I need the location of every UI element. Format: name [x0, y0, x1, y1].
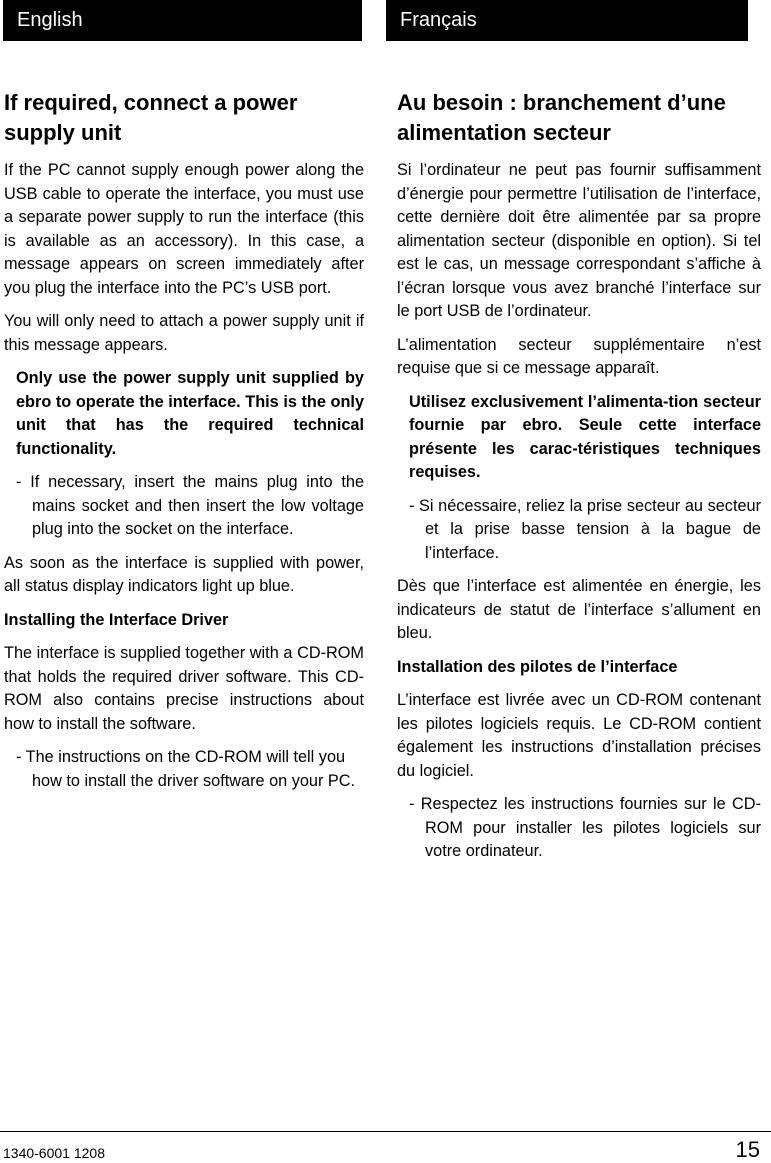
english-column — [4, 88, 364, 803]
language-tab-french: Français — [386, 0, 748, 41]
instruction-step: - The instructions on the CD-ROM will tell you how to install the driver software on your PC. — [16, 748, 356, 790]
paragraph: The interface is supplied together with a CD-ROM that holds the required driver software. This CD-ROM also contains precise instructions about how to install the software. — [4, 644, 364, 733]
instruction-step: - If necessary, insert the mains plug into the mains socket and then insert the low voltage plug into the socket on the interface. — [16, 473, 364, 538]
footer-divider — [0, 1131, 771, 1132]
page-number: 15 — [735, 1137, 760, 1162]
paragraph: Dès que l’interface est alimentée en énergie, les indicateurs de statut de l’interface s’allument en bleu. — [397, 577, 761, 642]
section-heading: Au besoin : branchement d’une alimentation secteur — [397, 90, 726, 145]
warning-note: Only use the power supply unit supplied by ebro to operate the interface. This is the only unit that has the required technical functionality. — [16, 369, 364, 458]
instruction-step: - Respectez les instructions fournies sur le CD-ROM pour installer les pilotes logiciels sur votre ordinateur. — [409, 795, 761, 860]
section-heading: If required, connect a power supply unit — [4, 90, 298, 145]
paragraph: If the PC cannot supply enough power along the USB cable to operate the interface, you must use a separate power supply to run the interface (this is available as an accessory). In this case, a message appears on screen immediately after you plug the interface into the PC’s USB port. — [4, 161, 364, 297]
paragraph: As soon as the interface is supplied with power, all status display indicators light up blue. — [4, 553, 364, 595]
warning-note: Utilisez exclusivement l’alimenta-tion secteur fournie par ebro. Seule cette interface présente les carac-téristiques techniques requises. — [409, 392, 761, 481]
french-column — [397, 88, 761, 874]
instruction-step: - Si nécessaire, reliez la prise secteur au secteur et la prise basse tension à la bague de l’interface. — [409, 496, 761, 562]
paragraph: Si l’ordinateur ne peut pas fournir suffisamment d’énergie pour permettre l’utilisation de l’interface, cette dernière doit être alimentée par sa propre alimentation secteur (disponible en option). Si tel est le cas, un message correspondant s’affiche à l’écran lorsque vous avez branché l’interface sur le port USB de l’ordinateur. — [397, 161, 761, 320]
paragraph: L’interface est livrée avec un CD-ROM contenant les pilotes logiciels requis. Le CD-ROM contient également les instructions d’installation précises du logiciel. — [397, 691, 761, 780]
paragraph: You will only need to attach a power supply unit if this message appears. — [4, 312, 364, 354]
paragraph: L’alimentation secteur supplémentaire n’est requise que si ce message apparaît. — [397, 335, 761, 377]
subsection-heading: Installation des pilotes de l’interface — [397, 657, 678, 676]
subsection-heading: Installing the Interface Driver — [4, 610, 229, 629]
language-tab-english: English — [3, 0, 362, 41]
document-code: 1340-6001 1208 — [3, 1145, 105, 1161]
